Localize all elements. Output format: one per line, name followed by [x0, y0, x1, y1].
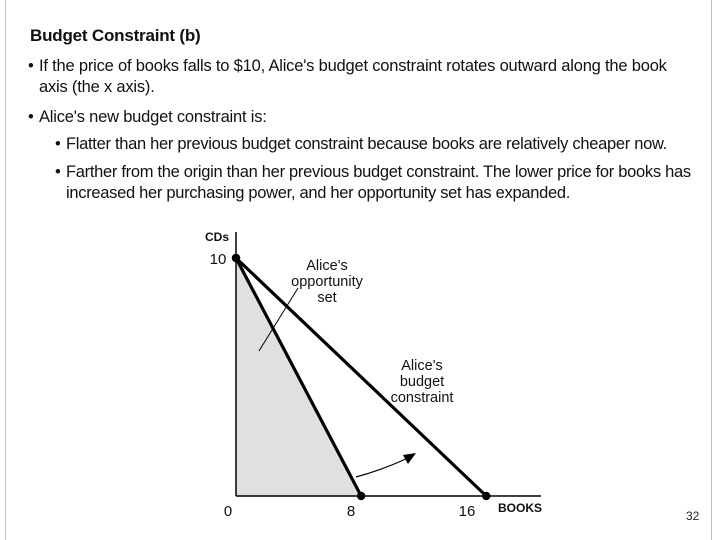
x-tick-label: 8	[346, 503, 356, 520]
budget-constraint-label: Alice's budget constraint	[390, 358, 454, 406]
data-point	[482, 492, 490, 500]
y-tick-label: 10	[209, 251, 227, 268]
x-tick-label: 0	[223, 503, 233, 520]
y-axis-label: CDs	[205, 230, 230, 244]
x-axis-label: BOOKS	[498, 501, 543, 515]
slide-title: Budget Constraint (b)	[30, 26, 201, 45]
rotation-arrowhead-icon	[403, 453, 416, 464]
y-tick-labels	[210, 251, 227, 268]
sub-bullet-text: Flatter than her previous budget constraint because books are relatively cheaper now.	[66, 135, 667, 153]
opportunity-set-label: Alice's opportunity set	[291, 258, 363, 306]
bullet-marker: •	[28, 108, 34, 126]
rotation-arrow	[356, 458, 408, 477]
bullet-text: Alice's new budget constraint is:	[39, 108, 267, 126]
data-point	[357, 492, 365, 500]
bullet-marker: •	[55, 163, 61, 181]
bullet-marker: •	[55, 135, 61, 153]
sub-bullet-text: Farther from the origin than her previous budget constraint. The lower price for books has increased her purchasing power, and her opportunity set has expanded.	[66, 163, 691, 202]
bullet-marker: •	[28, 57, 34, 75]
page-number: 32	[686, 509, 700, 523]
data-point	[232, 254, 240, 262]
x-tick-label: 16	[458, 503, 476, 520]
x-tick-labels	[224, 503, 476, 520]
bullet-text: If the price of books falls to $10, Alice's budget constraint rotates outward along the book axis (the x axis).	[39, 57, 667, 96]
